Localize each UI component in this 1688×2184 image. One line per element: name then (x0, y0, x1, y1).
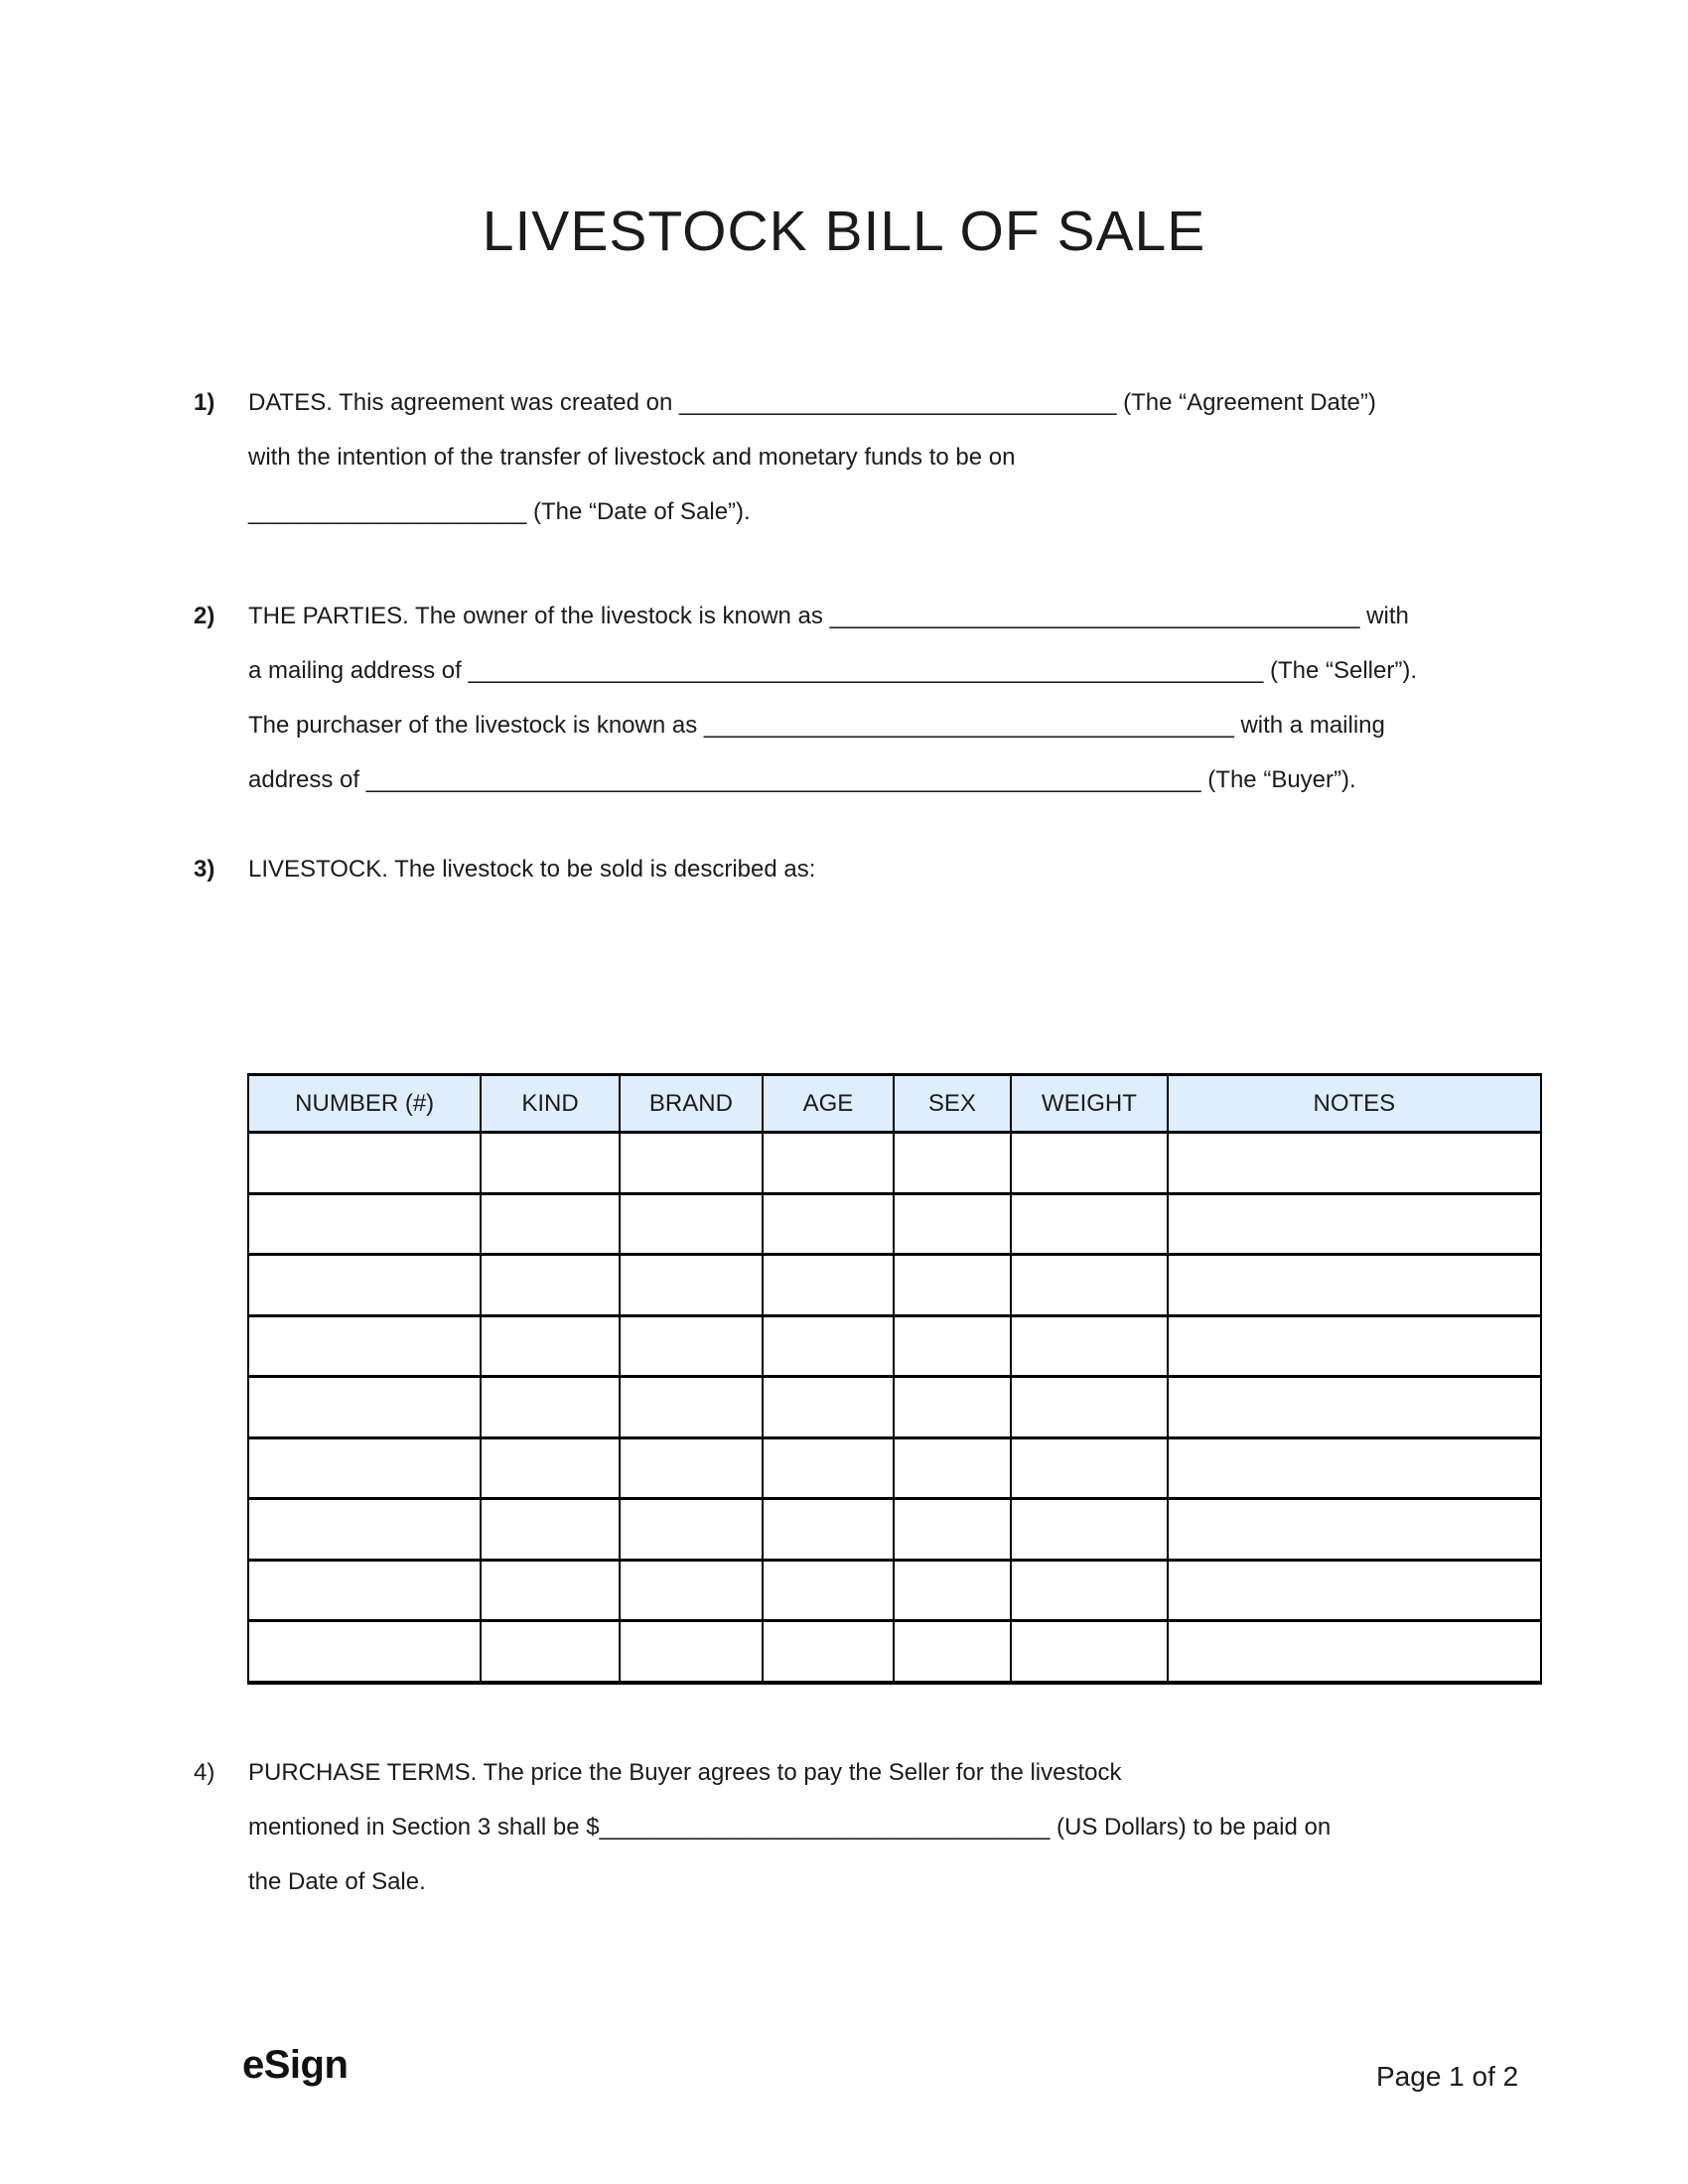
table-cell (1011, 1193, 1168, 1255)
section-parties (194, 589, 1604, 807)
table-cell (248, 1499, 481, 1561)
table-cell (894, 1133, 1011, 1194)
table-cell (763, 1193, 894, 1255)
table-cell (481, 1193, 619, 1255)
table-cell (481, 1560, 619, 1621)
table-cell (620, 1255, 764, 1316)
table-cell (894, 1315, 1011, 1377)
livestock-table (247, 1073, 1542, 1685)
table-row (248, 1377, 1541, 1438)
table-cell (248, 1560, 481, 1621)
section-text-line: the Date of Sale. (248, 1868, 426, 1895)
table-cell (1011, 1255, 1168, 1316)
table-cell (248, 1133, 481, 1194)
table-cell (481, 1315, 619, 1377)
table-row (248, 1315, 1541, 1377)
table-cell (248, 1315, 481, 1377)
table-cell (763, 1255, 894, 1316)
table-body (248, 1133, 1541, 1683)
section-number: 3) (194, 856, 215, 883)
table-cell (620, 1377, 764, 1438)
table-cell (248, 1193, 481, 1255)
table-cell (894, 1621, 1011, 1683)
table-cell (1168, 1255, 1541, 1316)
table-cell (1011, 1621, 1168, 1683)
table-cell (1011, 1133, 1168, 1194)
table-header-cell: AGE (763, 1075, 894, 1133)
table-cell (481, 1255, 619, 1316)
table-cell (1168, 1499, 1541, 1561)
table-cell (763, 1621, 894, 1683)
table-header-cell: WEIGHT (1011, 1075, 1168, 1133)
table-cell (894, 1255, 1011, 1316)
table-cell (481, 1437, 619, 1499)
table-cell (248, 1437, 481, 1499)
table-cell (620, 1437, 764, 1499)
table-cell (620, 1499, 764, 1561)
table-header-cell: NUMBER (#) (248, 1075, 481, 1133)
section-text-line: LIVESTOCK. The livestock to be sold is described as: (248, 856, 816, 883)
table-cell (620, 1560, 764, 1621)
section-text-line: with the intention of the transfer of livestock and monetary funds to be on (248, 444, 1016, 471)
table-cell (763, 1499, 894, 1561)
table-cell (481, 1621, 619, 1683)
table-row (248, 1499, 1541, 1561)
table-cell (1168, 1377, 1541, 1438)
section-number: 4) (194, 1759, 215, 1786)
table-header-row (248, 1075, 1541, 1133)
table-cell (1168, 1315, 1541, 1377)
table-cell (763, 1315, 894, 1377)
page-number-label: Page 1 of 2 (1376, 2061, 1519, 2092)
table-cell (763, 1133, 894, 1194)
section-dates (194, 375, 1604, 539)
section-livestock (194, 842, 1604, 896)
table-cell (248, 1255, 481, 1316)
table-cell (1011, 1315, 1168, 1377)
table-header-cell: BRAND (620, 1075, 764, 1133)
section-text-line: DATES. This agreement was created on _________________________________ (The “Agreement Date”) (248, 389, 1376, 416)
section-text-line: address of _______________________________________________________________ (The “Buyer”). (248, 766, 1356, 793)
table-row (248, 1621, 1541, 1683)
table-cell (1011, 1377, 1168, 1438)
table-cell (481, 1499, 619, 1561)
table-cell (1168, 1193, 1541, 1255)
table-cell (894, 1193, 1011, 1255)
table-cell (763, 1560, 894, 1621)
table-row (248, 1133, 1541, 1194)
table-cell (481, 1133, 619, 1194)
table-header-cell: KIND (481, 1075, 619, 1133)
table-cell (894, 1560, 1011, 1621)
table-cell (620, 1315, 764, 1377)
table-cell (620, 1193, 764, 1255)
table-cell (1168, 1437, 1541, 1499)
table-cell (1168, 1560, 1541, 1621)
table-cell (1011, 1560, 1168, 1621)
table-cell (763, 1437, 894, 1499)
table-cell (894, 1377, 1011, 1438)
section-text-line: mentioned in Section 3 shall be $__________________________________ (US Dollars) to be paid on (248, 1814, 1332, 1841)
table-cell (1168, 1133, 1541, 1194)
table-header-cell: SEX (894, 1075, 1011, 1133)
table-row (248, 1437, 1541, 1499)
table-cell (1011, 1437, 1168, 1499)
table-header-cell: NOTES (1168, 1075, 1541, 1133)
table-cell (248, 1621, 481, 1683)
table-cell (248, 1377, 481, 1438)
section-purchase-terms (194, 1745, 1604, 1909)
table-cell (894, 1499, 1011, 1561)
table-row (248, 1560, 1541, 1621)
section-number: 2) (194, 603, 215, 629)
table-cell (894, 1437, 1011, 1499)
section-text-line: _____________________ (The “Date of Sale”). (248, 498, 751, 525)
section-text-line: The purchaser of the livestock is known as ________________________________________ with a mailing (248, 712, 1385, 739)
brand-logo: eSign (242, 2043, 349, 2087)
section-number: 1) (194, 389, 215, 416)
section-text-line: THE PARTIES. The owner of the livestock is known as ________________________________________ with (248, 603, 1409, 629)
section-text-line: a mailing address of ____________________________________________________________ (The “Seller”). (248, 657, 1417, 684)
section-text-line: PURCHASE TERMS. The price the Buyer agrees to pay the Seller for the livestock (248, 1759, 1122, 1786)
table-cell (1011, 1499, 1168, 1561)
table-cell (620, 1133, 764, 1194)
table-cell (763, 1377, 894, 1438)
table-cell (1168, 1621, 1541, 1683)
table-cell (620, 1621, 764, 1683)
table-cell (481, 1377, 619, 1438)
table-row (248, 1193, 1541, 1255)
table-row (248, 1255, 1541, 1316)
document-title: LIVESTOCK BILL OF SALE (482, 200, 1206, 263)
